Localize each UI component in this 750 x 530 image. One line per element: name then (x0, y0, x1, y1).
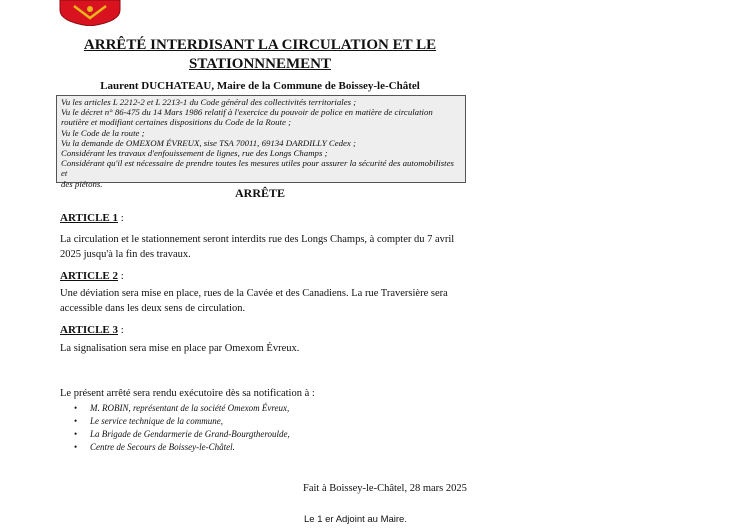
article-1-line: 2025 jusqu'à la fin des travaux. (60, 249, 191, 260)
notification-intro: Le présent arrêté sera rendu exécutoire dès sa notification à : (60, 388, 315, 399)
article-3-label: ARTICLE 3 (60, 324, 118, 336)
visas-box (56, 95, 466, 189)
list-item: • La Brigade de Gendarmerie de Grand-Bourgtheroulde, (74, 428, 290, 441)
article-1-heading (60, 212, 124, 225)
signature-title: Le 1 er Adjoint au Maire. (304, 514, 407, 525)
visa-line: Vu le décret n° 86-475 du 14 Mars 1986 relatif à l'exercice du pouvoir de police en matière de circulation (61, 107, 433, 118)
article-3-text (60, 341, 480, 356)
list-item: • Centre de Secours de Boissey-le-Châtel. (74, 441, 290, 454)
article-3-heading (60, 324, 124, 337)
article-2-line: Une déviation sera mise en place, rues de la Cavée et des Canadiens. La rue Traversière sera (60, 288, 448, 299)
title-line-1: ARRÊTÉ INTERDISANT LA CIRCULATION ET LE (83, 37, 437, 53)
list-item: • Le service technique de la commune, (74, 415, 290, 428)
article-1-suffix: : (118, 212, 124, 224)
visa-line: Considérant les travaux d'enfouissement de lignes, rue des Longs Champs ; (61, 148, 328, 159)
article-2-line: accessible dans les deux sens de circulation. (60, 303, 246, 314)
article-1-label: ARTICLE 1 (60, 212, 118, 224)
visa-line: routière et modifiant certaines dispositions du Code de la Route ; (61, 117, 291, 128)
article-1-text (60, 232, 480, 262)
visa-line: des piétons. (61, 178, 103, 189)
visa-line: Considérant qu'il est nécessaire de prendre toutes les mesures utiles pour assurer la sécurité des automobilistes et (61, 158, 454, 179)
article-2-suffix: : (118, 270, 124, 282)
arrete-heading: ARRÊTE (234, 186, 285, 200)
article-2-text (60, 286, 480, 316)
visa-line: Vu le Code de la route ; (61, 127, 145, 138)
article-3-line: La signalisation sera mise en place par Omexom Évreux. (60, 343, 300, 354)
place-and-date: Fait à Boissey-le-Châtel, 28 mars 2025 (303, 483, 467, 494)
article-1-line: La circulation et le stationnement seront interdits rue des Longs Champs, à compter du 7 avril (60, 234, 455, 245)
article-2-heading (60, 270, 124, 283)
article-3-suffix: : (118, 324, 124, 336)
mayor-heading: Laurent DUCHATEAU, Maire de la Commune de Boissey-le-Châtel (100, 80, 420, 92)
document-title (60, 36, 460, 74)
visa-line: Vu les articles L 2212-2 et L 2213-1 du Code général des collectivités territoriales ; (61, 97, 357, 107)
visa-line: Vu la demande de OMEXOM ÉVREUX, sise TSA 70011, 69134 DARDILLY Cedex ; (61, 137, 356, 148)
commune-crest-icon (58, 0, 122, 26)
list-item: • M. ROBIN, représentant de la société Omexom Évreux, (74, 402, 290, 415)
article-2-label: ARTICLE 2 (60, 270, 118, 282)
title-line-2: STATIONNNEMENT (189, 56, 331, 72)
notification-list (74, 402, 290, 454)
